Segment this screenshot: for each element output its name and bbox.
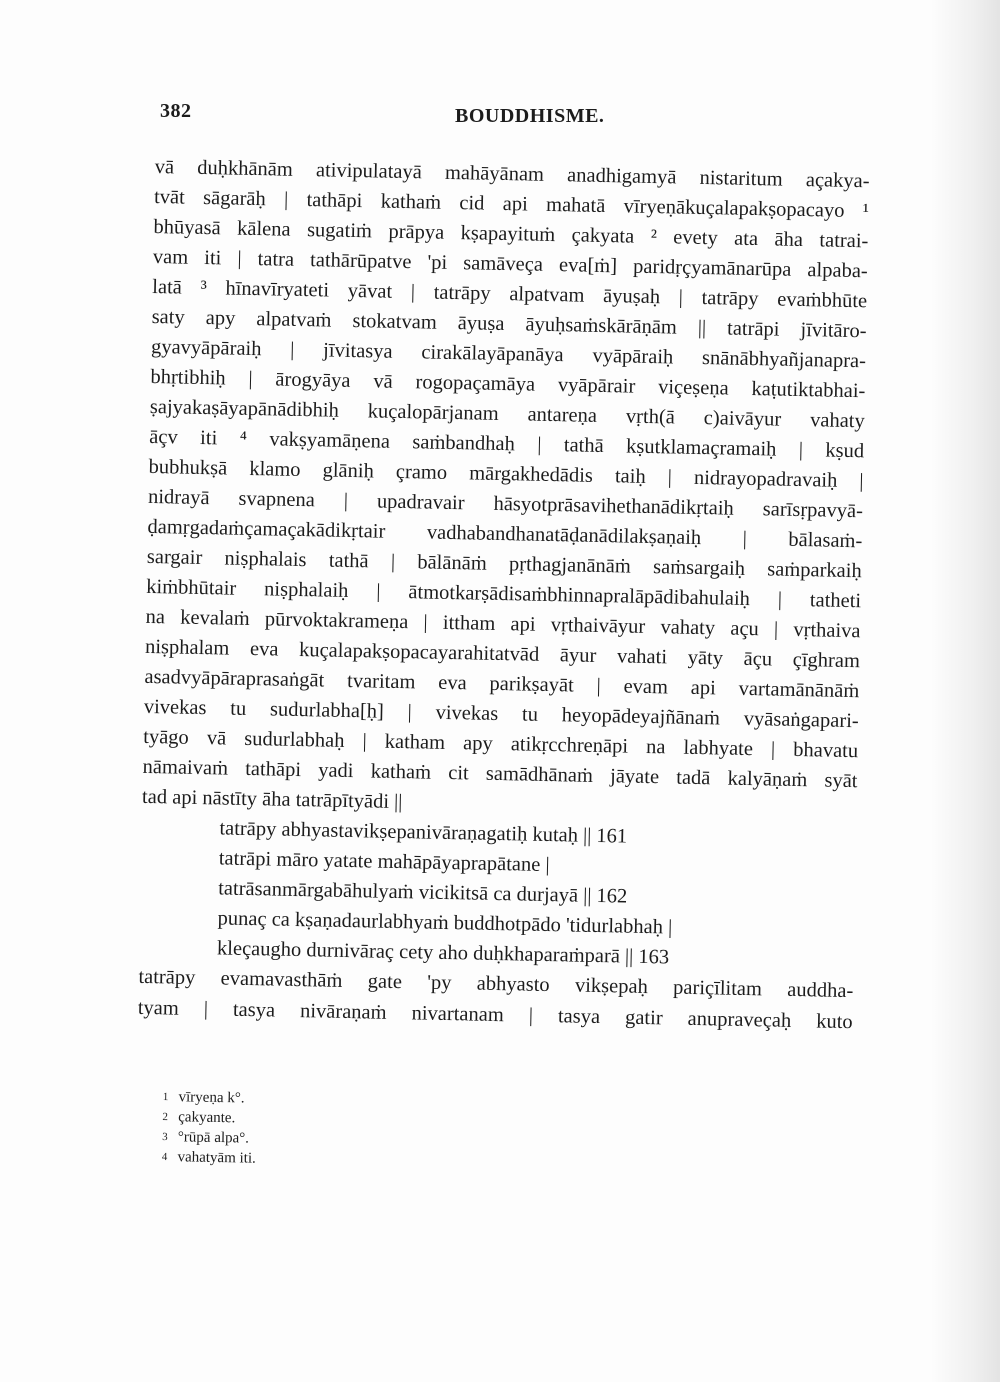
footnote-mark: 4 — [161, 1150, 168, 1164]
text-line: bhṛtibhiḥ | ārogyāya vā rogopaçamāya vyāpārair viçeṣeṇa kaṭutiktabhai- — [150, 365, 866, 403]
text-line: vam iti | tatra tathārūpatve 'pi samāveça eva[ṁ] paridṛçyamānarūpa alpaba- — [152, 245, 868, 283]
text-line: vā duḥkhānām ativipulatayā mahāyānam anadhigamyā nistaritum açakya- — [154, 155, 870, 193]
footnote-mark: 2 — [162, 1110, 169, 1124]
text-line: ṣajyakaṣāyapānādibhiḥ kuçalopārjanam antareṇa vṛth(ā c)aivāyur vahaty — [149, 395, 865, 433]
text-line: nidrayā svapnena | upadravair hāsyotprāsavihethanādikṛtaiḥ sarīsṛpavyā- — [147, 485, 864, 523]
text-line: niṣphalam eva kuçalapakṣopacayarahitatvād āyur vahati yāty āçu çīghram — [144, 635, 861, 673]
footnote-text: vahatyām iti. — [177, 1149, 256, 1167]
text-line: ḍamṛgadaṁçamaçakādikṛtair vadhabandhanatāḍanādilakṣaṇaiḥ | bālasaṁ- — [147, 515, 863, 553]
running-title: BOUDDHISME. — [455, 105, 605, 127]
footnote-text: vīryeṇa k°. — [178, 1089, 245, 1107]
text-line: tvāt sāgarāḥ | tathāpi kathaṁ cid api mahatā vīryeṇākuçalapakṣopacayo ¹ — [153, 185, 870, 223]
footnote — [162, 1127, 256, 1149]
footnotes — [162, 1087, 257, 1169]
text-line: gyavyāpāraiḥ | jīvitasya cirakālayāpanāya vyāpāraiḥ snānābhyañjanapra- — [150, 335, 867, 373]
footnote — [162, 1147, 256, 1169]
text-line: tyam | tasya nivāraṇaṁ nivartanam | tasya gatir anupraveçaḥ kuto — [137, 996, 853, 1034]
footnote-mark: 1 — [162, 1090, 169, 1104]
text-line: kiṁbhūtair niṣphalaiḥ | ātmotkarṣādisaṁbhinnapralāpādibahulaiḥ | tatheti — [146, 575, 862, 613]
verse-line: tatrāsanmārgabāhulyaṁ vicikitsā ca durjayā || 162 — [218, 877, 628, 908]
text-line: bubhukṣā klamo glāniḥ çramo mārgakhedādis taiḥ | nidrayopadravaiḥ | — [148, 455, 864, 493]
text-line: bhūyasā kālena sugatiṁ prāpya kṣapayituṁ çakyata ² evety ata āha tatrai- — [153, 215, 869, 253]
text-line: tyāgo vā sudurlabhaḥ | katham apy atikṛcchreṇāpi na labhyate | bhavatu — [143, 725, 859, 763]
footnote-text: çakyante. — [178, 1109, 236, 1127]
verse-line: punaç ca kṣaṇadaurlabhyaṁ buddhotpādo 'tidurlabhaḥ | — [217, 907, 673, 939]
main-text-block — [137, 152, 869, 1038]
text-line: latā ³ hīnavīryateti yāvat | tatrāpy alpatvam āyuṣaḥ | tatrāpy evaṁbhūte — [152, 275, 868, 313]
text-line: na kevalaṁ pūrvoktakrameṇa | ittham api vṛthaivāyur vahaty açu | vṛthaiva — [145, 605, 861, 643]
text-line: tatrāpy evamavasthāṁ gate 'py abhyasto vikṣepaḥ pariçīlitam auddha- — [138, 965, 854, 1003]
footnote-mark: 3 — [162, 1130, 168, 1144]
text-line: āçv iti ⁴ vakṣyamāṇena saṁbandhaḥ | tathā kṣutklamaçramaiḥ | kṣud — [149, 425, 865, 463]
verse-line: tatrāpi māro yatate mahāpāyaprapātane | — [218, 847, 550, 877]
footnote — [163, 1087, 257, 1109]
text-line: vivekas tu sudurlabha[ḥ] | vivekas tu heyopādeyajñānaṁ vyāsaṅgapari- — [143, 695, 859, 733]
text-line: asadvyāpāraprasaṅgāt tvaritam eva parikṣayāt | evam api vartamānānāṁ — [144, 665, 860, 703]
text-line: tad api nāstīty āha tatrāpītyādi || — [141, 785, 403, 814]
verse-line: tatrāpy abhyastavikṣepanivāraṇagatiḥ kutaḥ || 161 — [219, 817, 628, 848]
footnote — [162, 1107, 256, 1129]
text-line: nāmaivaṁ tathāpi yadi kathaṁ cit samādhānaṁ jāyate tadā kalyāṇaṁ syāt — [142, 755, 858, 793]
page-number: 382 — [160, 100, 192, 122]
verse-line: kleçaugho durnivāraç cety aho duḥkhaparaṁparā || 163 — [216, 937, 670, 969]
footnote-text: °rūpā alpa°. — [177, 1129, 250, 1147]
text-line: saty apy alpatvaṁ stokatvam āyuṣa āyuḥsaṁskārāṇām || tatrāpi jīvitāro- — [151, 305, 867, 343]
text-line: sargair niṣphalais tathā | bālānāṁ pṛthagjanānāṁ saṁsargaiḥ saṁparkaiḥ — [146, 545, 862, 583]
